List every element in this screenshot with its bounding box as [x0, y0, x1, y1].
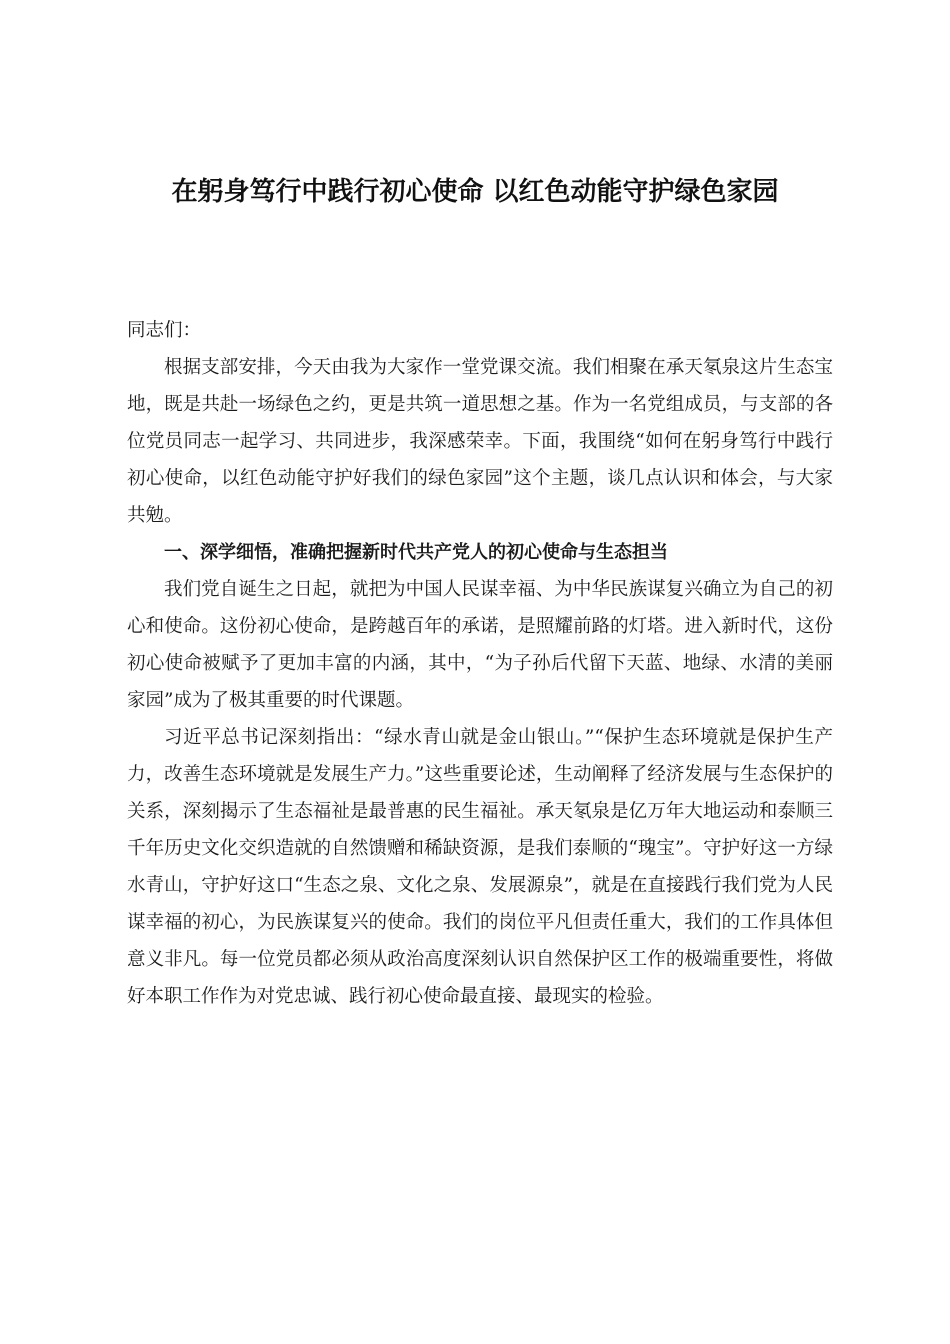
section-heading: 一、深学细悟，准确把握新时代共产党人的初心使命与生态担当: [164, 542, 668, 563]
salutation: 同志们：: [127, 320, 202, 341]
paragraph-intro: 根据支部安排，今天由我为大家作一堂党课交流。我们相聚在承天氡泉这片生态宝地，既是共赴一场绿色之约，更是共筑一道思想之基。作为一名党组成员，与支部的各位党员同志一起学习、共同进步，我深感荣幸。下面，我围绕“如何在躬身笃行中践行初心使命，以红色动能守护好我们的绿色家园”这个主题，谈几点认识和体会，与大家共勉。: [127, 357, 833, 526]
paragraph-mission: 我们党自诞生之日起，就把为中国人民谋幸福、为中华民族谋复兴确立为自己的初心和使命。这份初心使命，是跨越百年的承诺，是照耀前路的灯塔。进入新时代，这份初心使命被赋予了更加丰富的内涵，其中，“为子孙后代留下天蓝、地绿、水清的美丽家园”成为了极其重要的时代课题。: [127, 579, 833, 711]
document-title: 在躬身笃行中践行初心使命 以红色动能守护绿色家园: [171, 177, 779, 207]
document-body: [127, 312, 833, 1015]
paragraph-ecology: 习近平总书记深刻指出：“绿水青山就是金山银山。”“保护生态环境就是保护生产力，改善生态环境就是发展生产力。”这些重要论述，生动阐释了经济发展与生态保护的关系，深刻揭示了生态福祉是最普惠的民生福祉。承天氡泉是亿万年大地运动和泰顺三千年历史文化交织造就的自然馈赠和稀缺资源，是我们泰顺的“瑰宝”。守护好这一方绿水青山，守护好这口“生态之泉、文化之泉、发展源泉”，就是在直接践行我们党为人民谋幸福的初心，为民族谋复兴的使命。我们的岗位平凡但责任重大，我们的工作具体但意义非凡。每一位党员都必须从政治高度深刻认识自然保护区工作的极端重要性，将做好本职工作作为对党忠诚、践行初心使命最直接、最现实的检验。: [127, 727, 833, 1007]
